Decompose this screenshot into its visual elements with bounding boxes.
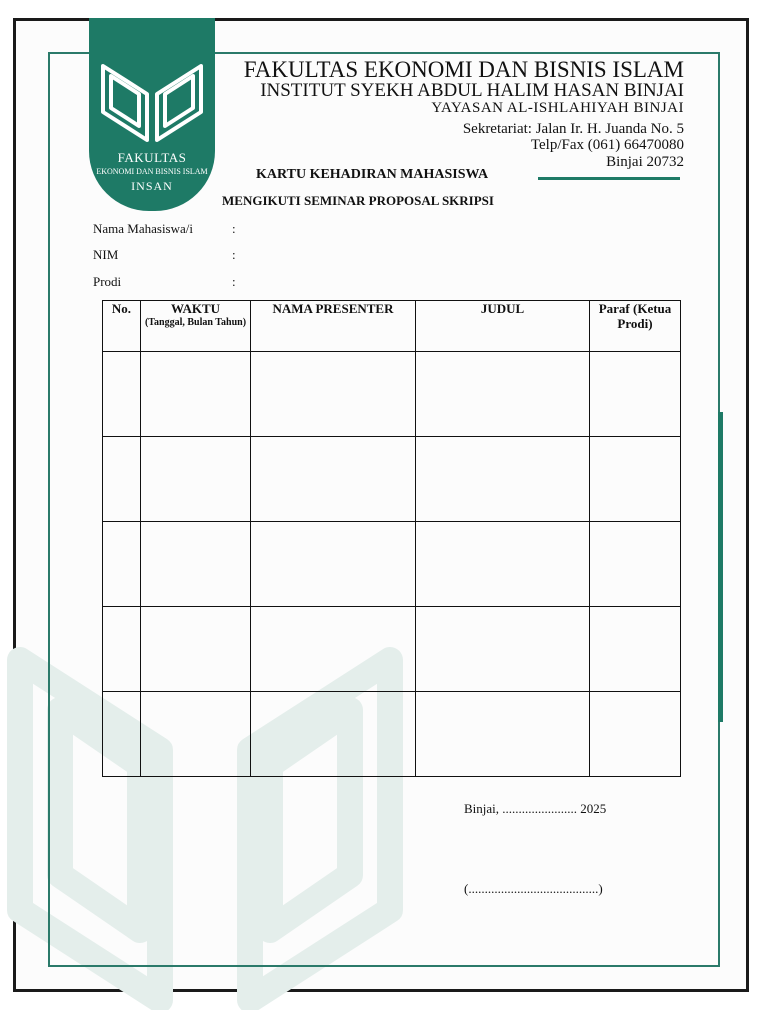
cell-waktu[interactable] xyxy=(141,692,251,777)
cell-presenter[interactable] xyxy=(251,522,416,607)
header-phone: Telp/Fax (061) 66470080 xyxy=(530,137,684,153)
cell-presenter[interactable] xyxy=(251,607,416,692)
field-label-name: Nama Mahasiswa/i xyxy=(93,221,194,236)
header-foundation: YAYASAN AL-ISHLAHIYAH BINJAI xyxy=(431,100,684,116)
cell-paraf[interactable] xyxy=(590,352,681,437)
cell-judul[interactable] xyxy=(416,522,590,607)
field-label-prodi: Prodi xyxy=(93,274,122,289)
header-waktu-sub: (Tanggal, Bulan Tahun) xyxy=(144,316,247,328)
cell-paraf[interactable] xyxy=(590,692,681,777)
document-subtitle: MENGIKUTI SEMINAR PROPOSAL SKRIPSI xyxy=(222,193,494,208)
table-row xyxy=(103,522,681,607)
cell-paraf[interactable] xyxy=(590,437,681,522)
header-address: Sekretariat: Jalan Ir. H. Juanda No. 5 xyxy=(462,121,684,137)
cell-judul[interactable] xyxy=(416,692,590,777)
cell-paraf[interactable] xyxy=(590,522,681,607)
cell-presenter[interactable] xyxy=(251,692,416,777)
field-label-nim: NIM xyxy=(93,247,119,262)
cell-no[interactable] xyxy=(103,522,141,607)
header-divider xyxy=(538,177,680,180)
document-title: KARTU KEHADIRAN MAHASISWA xyxy=(256,167,489,182)
cell-judul[interactable] xyxy=(416,437,590,522)
attendance-table xyxy=(102,300,681,777)
field-colon-name[interactable]: : xyxy=(232,221,236,236)
table-row xyxy=(103,352,681,437)
field-colon-nim[interactable]: : xyxy=(232,247,236,262)
cell-no[interactable] xyxy=(103,607,141,692)
table-row xyxy=(103,692,681,777)
cell-paraf[interactable] xyxy=(590,607,681,692)
table-row xyxy=(103,437,681,522)
cell-presenter[interactable] xyxy=(251,352,416,437)
cell-waktu[interactable] xyxy=(141,352,251,437)
header-waktu xyxy=(141,301,251,352)
logo-text-faculty-name: EKONOMI DAN BISNIS ISLAM xyxy=(96,167,208,176)
cell-presenter[interactable] xyxy=(251,437,416,522)
cell-no[interactable] xyxy=(103,437,141,522)
cell-no[interactable] xyxy=(103,352,141,437)
cell-judul[interactable] xyxy=(416,607,590,692)
header-city: Binjai 20732 xyxy=(606,154,684,170)
cell-waktu[interactable] xyxy=(141,437,251,522)
cell-judul[interactable] xyxy=(416,352,590,437)
header-no: No. xyxy=(103,301,141,352)
field-colon-prodi[interactable]: : xyxy=(232,274,236,289)
header-faculty: FAKULTAS EKONOMI DAN BISNIS ISLAM xyxy=(243,57,684,82)
cell-waktu[interactable] xyxy=(141,607,251,692)
cell-no[interactable] xyxy=(103,692,141,777)
logo-text-insan: INSAN xyxy=(131,179,173,193)
side-accent-bar xyxy=(718,412,723,722)
table-row xyxy=(103,607,681,692)
header-presenter: NAMA PRESENTER xyxy=(251,301,416,352)
signature-line[interactable]: (........................................) xyxy=(464,881,603,896)
place-date: Binjai, ....................... 2025 xyxy=(464,801,607,816)
cell-waktu[interactable] xyxy=(141,522,251,607)
header-waktu-label: WAKTU xyxy=(170,301,221,316)
logo-text-fakultas: FAKULTAS xyxy=(117,150,187,165)
butterfly-logo-icon xyxy=(89,18,215,148)
header-institute: INSTITUT SYEKH ABDUL HALIM HASAN BINJAI xyxy=(260,80,684,101)
header-judul: JUDUL xyxy=(416,301,590,352)
faculty-logo xyxy=(89,18,215,211)
header-paraf: Paraf (Ketua Prodi) xyxy=(590,301,681,352)
